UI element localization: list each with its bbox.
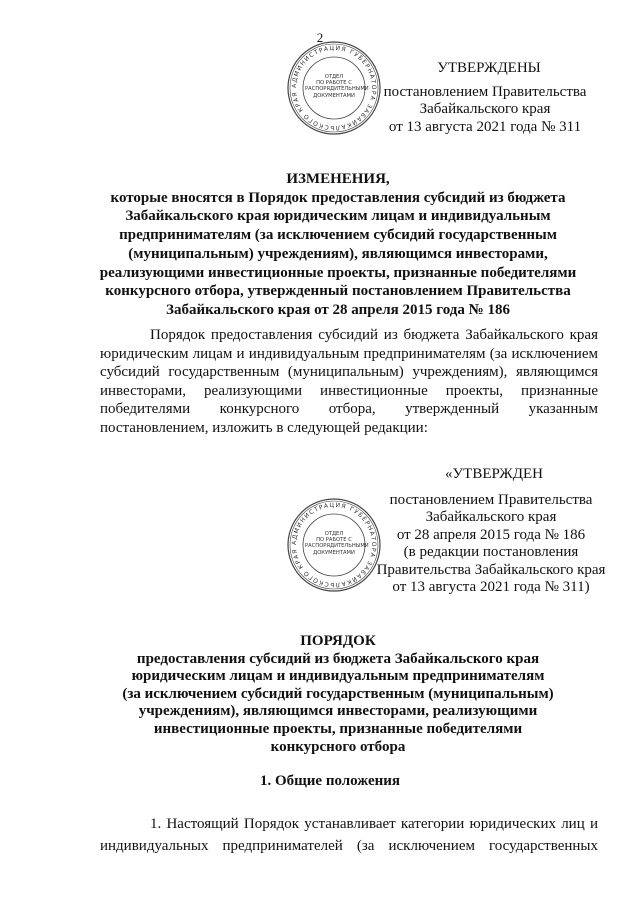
approval-2-line3: Забайкальского края (425, 509, 557, 525)
approval-1-line4: от 13 августа 2021 года № 311 (388, 118, 582, 135)
approval-block-1 (370, 60, 600, 136)
stamp-inner-text: ОТДЕЛ ПО РАБОТЕ С РАСПОРЯДИТЕЛЬНЫМИ ДОКУМЕНТАМИ (305, 74, 369, 99)
approval-1-line3: Забайкальского края (419, 101, 551, 117)
approval-2-line2: постановлением Правительства (389, 491, 593, 508)
section-1-heading: 1. Общие положения (259, 773, 401, 789)
changes-title: ИЗМЕНЕНИЯ, которые вносятся в Порядок предоставления субсидий из бюджета Забайкальского края юридическим лицам и индивидуальным предпринимателям (за исключением субсидий государственным (муниципальным) учреждениям), являющимся инвесторами, реализующими инвестиционные проекты, признанные победителями конкурсного отбора, утвержденный постановлением Правительства Забайкальского края от 28 апреля 2015 года № 186 (99, 171, 577, 318)
approval-2-line7: от 13 августа 2021 года № 311) (392, 579, 590, 595)
stamp-inner-text: ОТДЕЛ ПО РАБОТЕ С РАСПОРЯДИТЕЛЬНЫМИ ДОКУМЕНТАМИ (305, 531, 369, 556)
official-stamp-1 (286, 40, 382, 136)
approval-2-title: «УТВЕРЖДЕН (445, 466, 543, 482)
intro-paragraph: Порядок предоставления субсидий из бюджета Забайкальского края юридическим лицам и индивидуальным предпринимателям (за исключением субсидий государственным (муниципальным) учреждениям), являющимся инвесторами, реализующими инвестиционные проекты, признанные победителями конкурсного отбора, утвержденный указанным постановлением, изложить в следующей редакции: (100, 327, 598, 436)
approval-2-line5: (в редакции постановления (403, 544, 579, 560)
approval-2-line6: Правительства Забайкальского края (376, 561, 606, 578)
approval-1-title: УТВЕРЖДЕНЫ (437, 60, 541, 76)
approval-2-line4: от 28 апреля 2015 года № 186 (396, 526, 586, 543)
page-number: 2 (316, 30, 324, 45)
stamp-ring-text: АДМИНИСТРАЦИЯ ГУБЕРНАТОРА ЗАБАЙКАЛЬСКОГО КРАЯ (290, 44, 378, 132)
procedure-title: ПОРЯДОК предоставления субсидий из бюджета Забайкальского края юридическим лицам и индивидуальным предпринимателям (за исключением субсидий государственным (муниципальным) учреждениям), являющимся инвесторами, реализующими инвестиционные проекты, признанные победителями конкурсного отбора (122, 633, 554, 755)
section-1-paragraph: 1. Настоящий Порядок устанавливает категории юридических лиц и индивидуальных предпринимателей (за исключением государственных (100, 816, 598, 854)
approval-1-line2: постановлением Правительства (383, 83, 587, 100)
approval-block-2 (366, 466, 616, 597)
stamp-ring-text: АДМИНИСТРАЦИЯ ГУБЕРНАТОРА ЗАБАЙКАЛЬСКОГО КРАЯ (290, 501, 378, 589)
